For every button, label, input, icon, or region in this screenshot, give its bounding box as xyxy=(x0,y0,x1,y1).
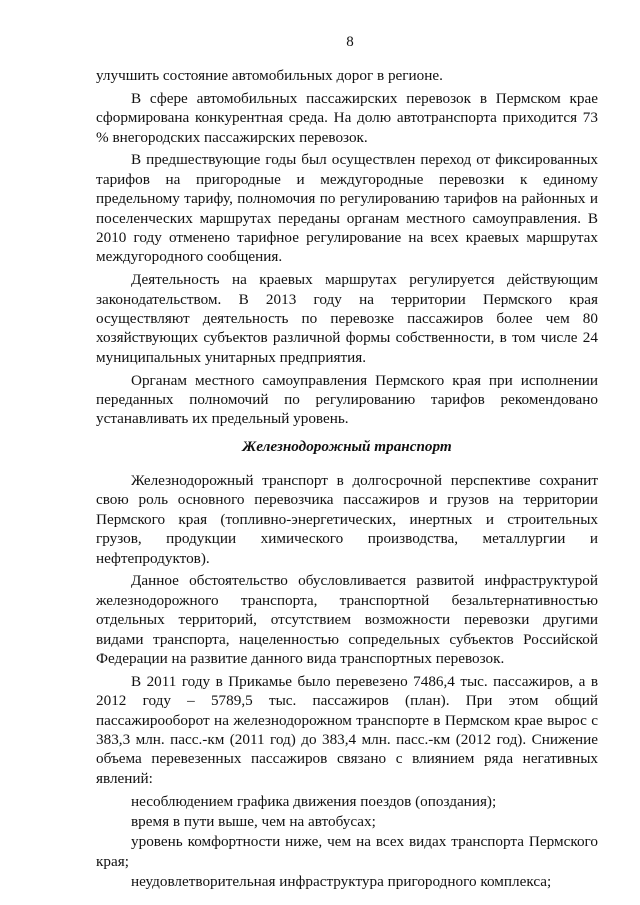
list-item: время в пути выше, чем на автобусах; xyxy=(131,812,376,830)
page-number: 8 xyxy=(346,34,354,50)
paragraph-continuation: улучшить состояние автомобильных дорог в регионе. xyxy=(96,67,443,84)
section-heading: Железнодорожный транспорт xyxy=(242,437,452,455)
paragraph: В сфере автомобильных пассажирских перевозок в Пермском крае сформирована конкурентная среда. На долю автотранспорта приходится 73 % внегородских пассажирских перевозок. xyxy=(96,89,598,146)
paragraph: В 2011 году в Прикамье было перевезено 7486,4 тыс. пассажиров, а в 2012 году – 5789,5 тыс. пассажиров (план). При этом общий пассажирооборот на железнодорожном транспорте в Пермском крае вырос с 383,3 млн. пасс.-км (2011 год) до 383,4 млн. пасс.-км (2012 год). Снижение объема перевезенных пассажиров связано с влиянием ряда негативных явлений: xyxy=(96,672,598,787)
paragraph: Деятельность на краевых маршрутах регулируется действующим законодательством. В 2013 году на территории Пермского края осуществляют деятельность по перевозке пассажиров более чем 80 хозяйствующих субъектов различной формы собственности, в том числе 24 муниципальных унитарных предприятия. xyxy=(96,271,598,366)
paragraph: Органам местного самоуправления Пермского края при исполнении переданных полномочий по регулированию тарифов рекомендовано устанавливать их предельный уровень. xyxy=(96,371,598,428)
paragraph: Железнодорожный транспорт в долгосрочной перспективе сохранит свою роль основного перевозчика пассажиров и грузов на территории Пермского края (топливно-энергетических, инертных и строительных грузов, продукции химического производства, металлургии и нефтепродуктов). xyxy=(96,471,598,567)
paragraph: Данное обстоятельство обусловливается развитой инфраструктурой железнодорожного транспорта, транспортной безальтернативностью отдельных территорий, отсутствием возможности перевозки другими видами транспорта, нацеленностью сопредельных субъектов Российской Федерации на развитие данного вида транспортных перевозок. xyxy=(96,572,598,667)
paragraph: В предшествующие годы был осуществлен переход от фиксированных тарифов на пригородные и междугородные перевозки к единому предельному тарифу, полномочия по регулированию тарифов на районных и поселенческих маршрутах переданы органам местного самоуправления. В 2010 году отменено тарифное регулирование на всех краевых маршрутах междугородного сообщения. xyxy=(96,151,598,266)
list-item: несоблюдением графика движения поездов (опоздания); xyxy=(131,792,497,810)
list-item: уровень комфортности ниже, чем на всех видах транспорта Пермского края; xyxy=(96,833,598,870)
list-item: неудовлетворительная инфраструктура пригородного комплекса; xyxy=(131,873,552,891)
document-page xyxy=(96,32,598,893)
